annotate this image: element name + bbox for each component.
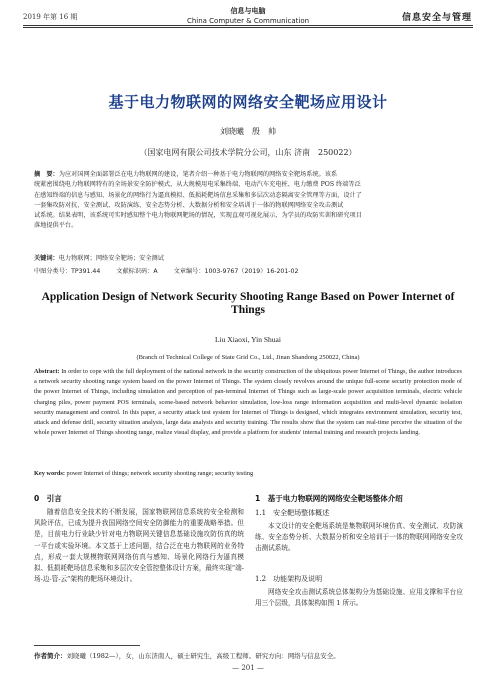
section-0-heading: 0 引言 <box>34 494 62 503</box>
keywords-cn-text: 电力物联网；网络安全靶场；安全测试 <box>58 255 164 262</box>
header-rule-thin <box>23 27 473 28</box>
abstract-en <box>34 367 462 438</box>
classification-cn <box>34 266 462 275</box>
header-rule-thick <box>23 25 473 26</box>
abstract-cn-line: 落地提供平台。 <box>34 222 78 230</box>
abstract-cn-line: 试系统。结果表明，该系统可实时感知整个电力物联网靶场的情况，实现直观可视化展示，为学员的攻防实训和研究项目 <box>34 212 362 220</box>
page-number: — 201 — <box>232 664 264 672</box>
abstract-cn-line: 统紧密围绕电力物联网特有的全场景安全防护模式，从大规模用电采集终端、电动汽车充电桩、电力缴费 POS 终端等泛 <box>34 181 361 189</box>
abstract-en-label: Abstract: <box>34 368 60 375</box>
section-1-heading: 1 基于电力物联网的网络安全靶场整体介绍 <box>255 494 403 503</box>
issue-label: 2019 年第 16 期 <box>23 13 78 21</box>
keywords-en-text: power Internet of things; network security shooting range; security testing <box>66 470 254 477</box>
footnote-text: 刘晓曦（1982—），女，山东济南人，硕士研究生，高级工程师。研究方向：网络与信息安全。 <box>66 652 340 660</box>
section-0-paragraph: 随着信息安全技术的不断发展，国家物联网信息系统的安全检测和风险评估，已成为提升我国网络空间安全防御能力的重要战略举措。但是，目前电力行业缺少针对电力物联网关键信息基础设施攻防仿真的统一平台或实验环境。本文基于上述问题，结合泛在电力物联网的业务特点，形成一套大规模物联网网络仿真与感知、场景化网络行为逼真模拟、低损耗靶场信息采集和多层次安全管控整体设计方案，最终实现“端-场-边-管-云”架构的靶场环境设计。 <box>34 508 245 584</box>
keywords-en <box>34 470 462 477</box>
keywords-cn-label: 关键词： <box>34 255 59 262</box>
section-1-2-heading: 1.2 功能架构及说明 <box>255 575 323 583</box>
section-1-1-heading: 1.1 安全靶场整体概述 <box>255 509 330 517</box>
abstract-cn-line: 在感知终端的信息与感知、场景化的网络行为逼真模拟、低损耗靶场信息采集和多层次动态隔离安全管理等方面，设计了 <box>34 191 362 199</box>
footnote-rule <box>34 645 140 646</box>
keywords-en-label: Key words: <box>34 470 65 477</box>
abstract-cn-line: 摘 要：为应对国网全面部署泛在电力物联网的建设，笔者介绍一种基于电力物联网的网络安全靶场系统。该系 <box>34 171 338 178</box>
footnote-label: 作者简介： <box>34 652 67 660</box>
clc-number: 中图分类号：TP391.44 <box>34 268 101 275</box>
keywords-cn <box>34 253 462 262</box>
authors-cn: 刘晓曦 殷 帅 <box>220 127 276 136</box>
affiliation-cn: （国家电网有限公司技术学院分公司，山东 济南 250022） <box>139 148 357 157</box>
journal-name-cn: 信息与电脑 <box>230 7 266 15</box>
column-label: 信息安全与管理 <box>401 13 472 23</box>
section-1-1-paragraph: 本文设计的安全靶场系统是集物联网环境仿真、安全测试、攻防演练、安全态势分析、大数据分析和安全培训于一体的物联网网络安全攻击测试系统。 <box>255 522 463 553</box>
abstract-en-text: In order to cope with the full deployment of the national network in the security construction of the ubiquitous power Internet of Things, the author introduces a network security shooting range system based on the power Internet of Things. The system closely revolves around the unique full-scene security protection mode of the power Internet of Things, including simulation and perception of pan-terminal Internet of Things such as large-scale power acquisition terminals, electric vehicle charging piles, power payment POS terminals, scene-based network behavior simulation, low-loss range information acquisition and multi-level dynamic isolation security management and control. In this paper, a security attack test system for Internet of Things is designed, which integrates environment simulation, security test, attack and defense drill, security situation analysis, large data analysis and security training. The results show that the system can real-time perceive the situation of the whole power Internet of Things shooting range, realize visual display, and provide a platform for students' internal training and research projects landing. <box>34 368 462 437</box>
author-footnote <box>34 651 464 660</box>
abstract-cn-line: 一套集攻防对抗、安全测试、攻防演练、安全态势分析、大数据分析和安全培训于一体的物联网网络安全攻击测试 <box>34 201 344 209</box>
section-1-2-paragraph: 网络安全攻击测试系统总体架构分为基础设施、应用支撑和平台应用三个层级，具体架构如图 1 所示。 <box>255 588 463 608</box>
article-number: 文章编号：1003-9767（2019）16-201-02 <box>173 268 299 275</box>
paper-title-en: Application Design of Network Security Shooting Range Based on Power Internet of Things <box>41 291 455 316</box>
abstract-cn-label: 摘 要： <box>34 171 59 178</box>
affiliation-en: (Branch of Technical College of State Grid Co., Ltd., Jinan Shandong 250022, China) <box>136 354 360 361</box>
journal-name-en: China Computer & Communication <box>186 17 310 25</box>
abstract-cn <box>34 170 462 232</box>
authors-en: Liu Xiaoxi, Yin Shuai <box>215 335 281 344</box>
paper-title-cn: 基于电力物联网的网络安全靶场应用设计 <box>108 93 388 111</box>
document-code: 文献标识码：A <box>116 268 158 275</box>
